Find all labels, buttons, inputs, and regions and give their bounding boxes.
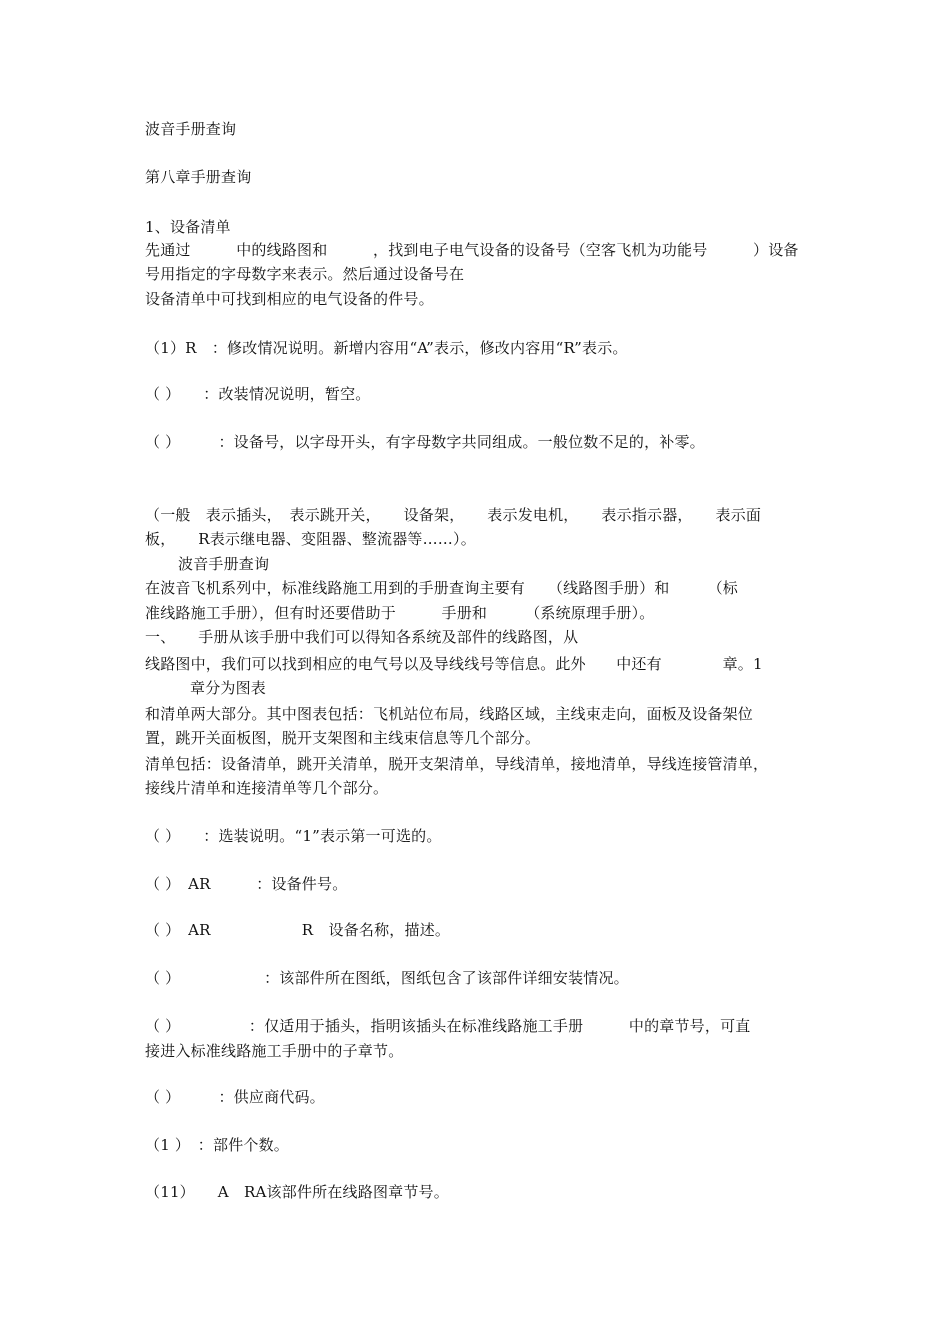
paragraph-line: 线路图中，我们可以找到相应的电气号以及导线线号等信息。此外 中还有 章。1 — [145, 655, 763, 673]
list-item: （ ） ：供应商代码。 — [145, 1088, 325, 1106]
paragraph-line: 设备清单中可找到相应的电气设备的件号。 — [145, 290, 434, 308]
paragraph-line: 先通过 中的线路图和 ，找到电子电气设备的设备号（空客飞机为功能号 ）设备 — [145, 241, 799, 259]
list-item: 接进入标准线路施工手册中的子章节。 — [145, 1042, 404, 1060]
note-line: （一般 表示插头， 表示跳开关， 设备架， 表示发电机， 表示指示器， 表示面 — [145, 506, 762, 524]
list-item: （ ） AR R 设备名称，描述。 — [145, 921, 451, 939]
list-item: （1 ） ：部件个数。 — [145, 1136, 290, 1154]
list-item: （ ） ：仅适用于插头，指明该插头在标准线路施工手册 中的章节号，可直 — [145, 1017, 751, 1035]
list-item: （ ） ：选装说明。“1”表示第一可选的。 — [145, 827, 442, 845]
paragraph-line: 一、 手册从该手册中我们可以得知各系统及部件的线路图，从 — [145, 628, 579, 646]
chapter-heading: 第八章手册查询 — [145, 168, 252, 186]
paragraph-line: 接线片清单和连接清单等几个部分。 — [145, 779, 389, 797]
paragraph-line: 清单包括：设备清单，跳开关清单，脱开支架清单，导线清单，接地清单，导线连接管清单， — [145, 755, 769, 773]
section-heading: 1、设备清单 — [145, 218, 231, 236]
list-item: （ ） ：改装情况说明，暂空。 — [145, 385, 371, 403]
paragraph-line: 号用指定的字母数字来表示。然后通过设备号在 — [145, 265, 465, 283]
list-item: （11） A RA该部件所在线路图章节号。 — [145, 1183, 449, 1201]
list-item: （ ） ：该部件所在图纸，图纸包含了该部件详细安装情况。 — [145, 969, 629, 987]
paragraph-line: 和清单两大部分。其中图表包括：飞机站位布局，线路区域，主线束走向，面板及设备架位 — [145, 705, 754, 723]
list-item: （ ） AR ：设备件号。 — [145, 875, 348, 893]
note-line: 板， R表示继电器、变阻器、整流器等……）。 — [145, 530, 476, 548]
subsection-title: 波音手册查询 — [178, 555, 270, 573]
paragraph-line: 置，跳开关面板图，脱开支架图和主线束信息等几个部分。 — [145, 729, 541, 747]
list-item: （1）R ：修改情况说明。新增内容用“A”表示，修改内容用“R”表示。 — [145, 339, 628, 357]
list-item: （ ） ：设备号，以字母开头，有字母数字共同组成。一般位数不足的，补零。 — [145, 433, 705, 451]
paragraph-line: 准线路施工手册），但有时还要借助于 手册和 （系统原理手册）。 — [145, 604, 655, 622]
paragraph-line: 章分为图表 — [190, 679, 267, 697]
paragraph-line: 在波音飞机系列中，标准线路施工用到的手册查询主要有 （线路图手册）和 （标 — [145, 579, 739, 597]
document-title: 波音手册查询 — [145, 120, 237, 138]
